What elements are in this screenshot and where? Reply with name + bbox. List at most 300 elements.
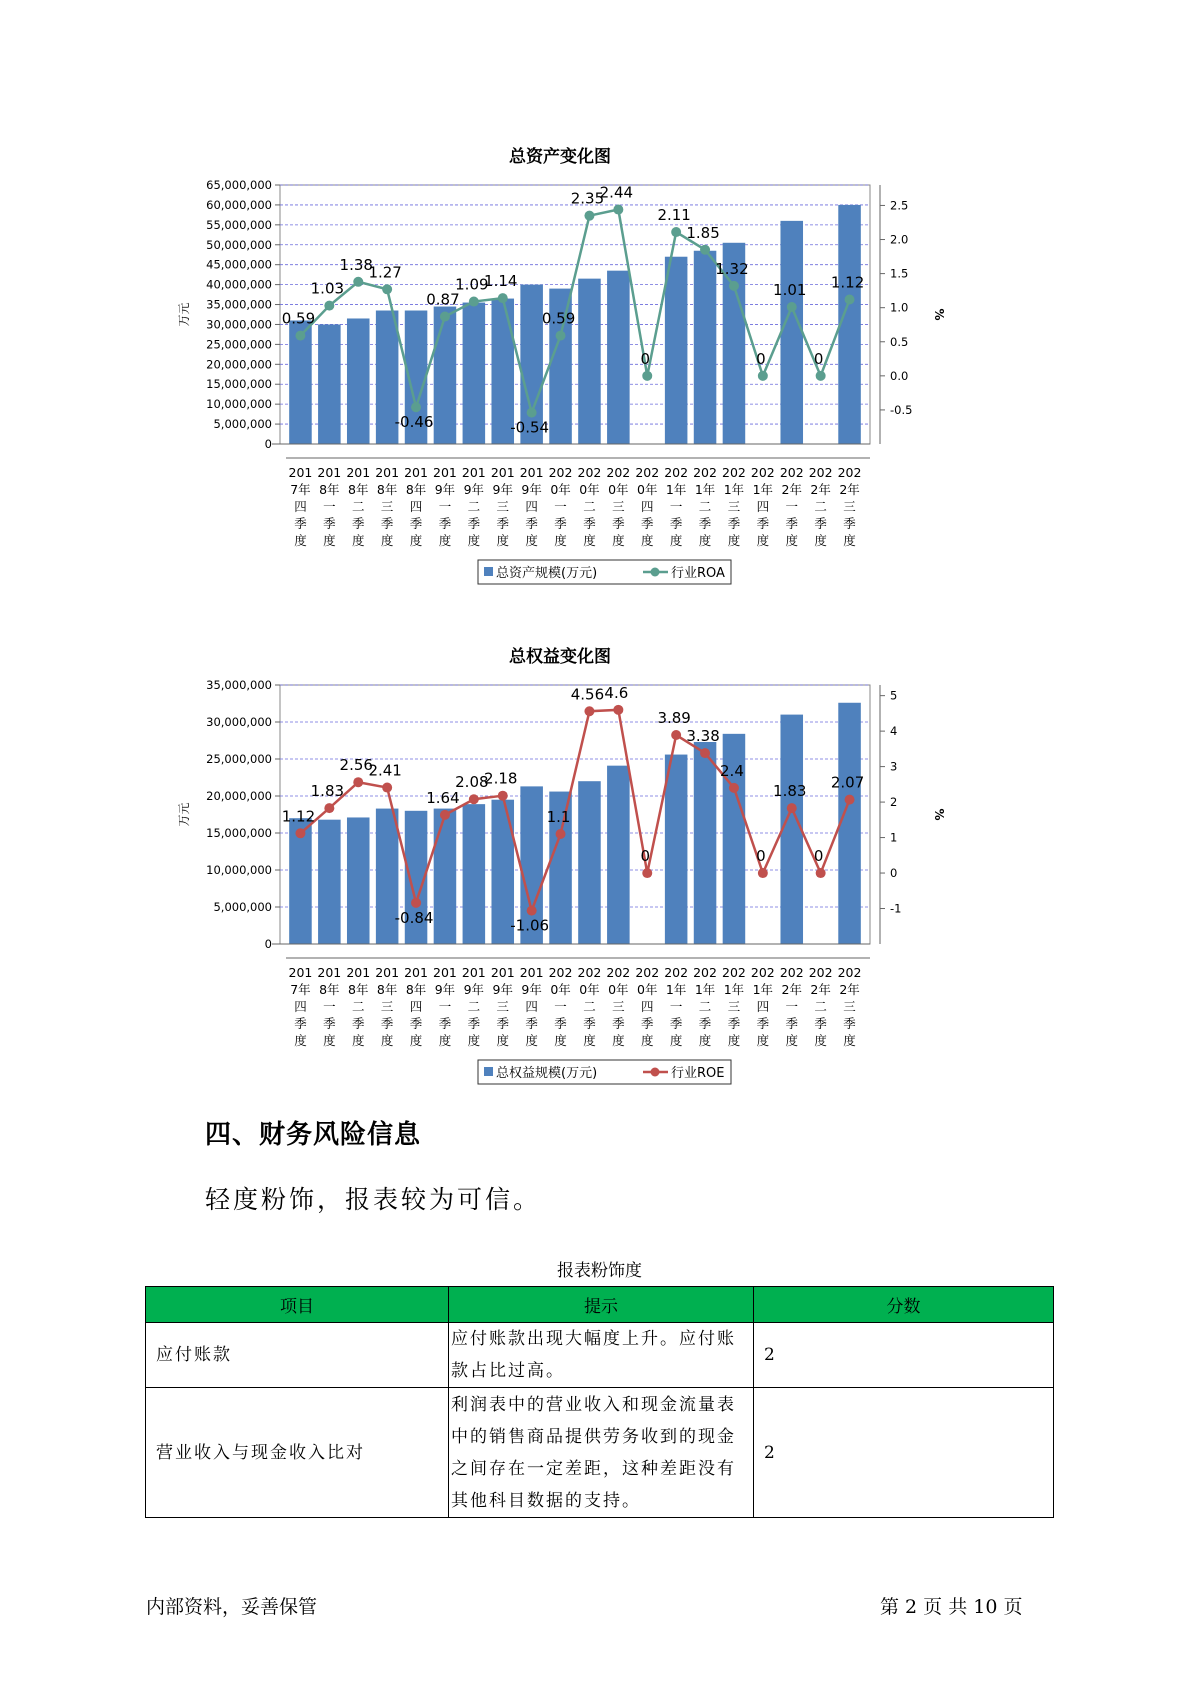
bar	[665, 755, 688, 944]
x-tick-label: 度	[323, 533, 336, 548]
y2-tick-label: 2.5	[890, 198, 909, 213]
data-label: 2.56	[339, 756, 373, 775]
data-label: 0	[813, 349, 824, 368]
x-tick-label: 季	[640, 516, 654, 531]
x-tick-label: 一	[438, 999, 452, 1014]
x-tick-label: 1年	[665, 482, 687, 497]
x-tick-label: 度	[785, 1033, 799, 1048]
x-tick-label: 一	[323, 999, 336, 1014]
x-tick-label: 度	[294, 1033, 307, 1048]
x-tick-label: 度	[583, 1033, 596, 1048]
data-label: 1.1	[546, 808, 571, 827]
line-point	[411, 402, 421, 412]
x-tick-label: 202	[606, 965, 631, 980]
x-tick-label: 季	[785, 516, 799, 531]
x-tick-label: 季	[467, 516, 481, 531]
y-tick-label: 60,000,000	[206, 197, 272, 212]
x-tick-label: 202	[664, 465, 689, 480]
y-tick-label: 10,000,000	[206, 397, 272, 412]
x-tick-label: 季	[409, 1016, 423, 1031]
equity-chart-svg	[160, 680, 960, 1120]
x-tick-label: 二	[814, 999, 827, 1014]
x-tick-label: 1年	[665, 982, 687, 997]
line-point	[642, 868, 652, 878]
x-tick-label: 季	[438, 1016, 452, 1031]
x-tick-label: 1年	[723, 982, 745, 997]
x-tick-label: 202	[779, 465, 804, 480]
x-tick-label: 季	[727, 1016, 741, 1031]
x-tick-label: 度	[409, 1033, 423, 1048]
x-tick-label: 二	[467, 499, 481, 514]
line-point	[440, 810, 450, 820]
x-tick-label: 0年	[550, 982, 571, 997]
y-tick-label: 15,000,000	[206, 377, 272, 392]
x-tick-label: 季	[294, 516, 307, 531]
x-tick-label: 1年	[694, 982, 716, 997]
x-tick-label: 9年	[492, 482, 513, 497]
x-tick-label: 季	[698, 516, 712, 531]
x-tick-label: 度	[554, 1033, 567, 1048]
left-axis-title: 万元	[177, 302, 191, 327]
x-tick-label: 季	[554, 1016, 567, 1031]
line-point	[324, 803, 334, 813]
bar	[694, 251, 717, 444]
y-tick-label: 50,000,000	[206, 237, 272, 252]
legend-bar-label: 总权益规模(万元)	[496, 1066, 598, 1081]
line-point	[295, 331, 305, 341]
line-point	[353, 777, 363, 787]
section-text: 轻度粉饰，报表较为可信。	[205, 1185, 542, 1214]
x-tick-label: 四	[640, 499, 654, 514]
x-tick-label: 202	[779, 965, 804, 980]
x-tick-label: 季	[294, 1016, 307, 1031]
line-point	[440, 312, 450, 322]
x-tick-label: 季	[323, 1016, 336, 1031]
x-tick-label: 201	[375, 965, 400, 980]
line-point	[469, 297, 479, 307]
x-tick-label: 度	[612, 533, 625, 548]
x-tick-label: 202	[750, 465, 775, 480]
x-tick-label: 度	[380, 533, 394, 548]
data-label: 1.32	[715, 259, 749, 278]
x-tick-label: 202	[808, 965, 833, 980]
y2-tick-label: 5	[890, 688, 898, 703]
x-tick-label: 度	[640, 1033, 654, 1048]
y2-tick-label: -0.5	[890, 402, 913, 417]
x-tick-label: 季	[554, 516, 567, 531]
line-point	[527, 906, 537, 916]
line-point	[642, 371, 652, 381]
x-tick-label: 202	[837, 965, 862, 980]
x-tick-label: 201	[346, 465, 371, 480]
x-tick-label: 1年	[723, 482, 745, 497]
data-label: 0	[756, 847, 766, 866]
x-tick-label: 度	[640, 533, 654, 548]
line-point	[324, 301, 334, 311]
line-point	[613, 705, 623, 715]
risk-table	[145, 1286, 1054, 1518]
data-label: -0.46	[394, 413, 434, 432]
x-tick-label: 8年	[319, 482, 340, 497]
y2-tick-label: 2.0	[890, 232, 909, 247]
x-tick-label: 202	[837, 465, 862, 480]
x-tick-label: 201	[404, 465, 428, 480]
x-tick-label: 201	[433, 465, 457, 480]
x-tick-label: 四	[294, 999, 307, 1014]
y2-tick-label: 0	[890, 866, 898, 881]
x-tick-label: 季	[583, 1016, 596, 1031]
x-tick-label: 2年	[781, 982, 802, 997]
data-label: 2.18	[484, 769, 518, 788]
x-tick-label: 一	[785, 999, 799, 1014]
data-label: 1.83	[310, 782, 345, 801]
data-label: 1.03	[310, 279, 345, 298]
x-tick-label: 季	[785, 1016, 799, 1031]
x-tick-label: 0年	[608, 982, 629, 997]
x-tick-label: 201	[490, 965, 515, 980]
x-tick-label: 201	[519, 965, 544, 980]
x-tick-label: 2年	[810, 982, 831, 997]
data-label: 4.56	[570, 685, 605, 704]
x-tick-label: 9年	[521, 982, 542, 997]
x-tick-label: 季	[380, 1016, 394, 1031]
line-point	[700, 748, 710, 758]
x-tick-label: 度	[698, 533, 712, 548]
data-label: 1.38	[339, 255, 373, 274]
x-tick-label: 二	[698, 499, 712, 514]
x-tick-label: 四	[525, 999, 538, 1014]
line-point	[498, 791, 508, 801]
x-tick-label: 2年	[839, 482, 860, 497]
x-tick-label: 季	[380, 516, 394, 531]
header-hint: 提示	[449, 1287, 754, 1323]
x-tick-label: 度	[612, 1033, 625, 1048]
bar	[347, 318, 370, 444]
x-tick-label: 季	[409, 516, 423, 531]
x-tick-label: 9年	[463, 982, 485, 997]
y-tick-label: 20,000,000	[206, 789, 272, 803]
x-tick-label: 度	[294, 533, 307, 548]
data-label: 2.35	[570, 189, 605, 208]
x-tick-label: 202	[577, 465, 602, 480]
y-tick-label: 35,000,000	[206, 297, 272, 312]
x-tick-label: 202	[548, 965, 573, 980]
x-tick-label: 202	[664, 965, 689, 980]
bar	[434, 809, 457, 944]
row-hint: 应付账款出现大幅度上升。应付账款占比过高。	[449, 1323, 754, 1388]
x-tick-label: 201	[433, 965, 457, 980]
line-point	[816, 868, 826, 878]
x-tick-label: 2年	[781, 482, 802, 497]
bar	[694, 742, 717, 944]
table-row	[146, 1388, 1054, 1518]
x-tick-label: 度	[669, 533, 683, 548]
x-tick-label: 度	[785, 533, 799, 548]
x-tick-label: 度	[351, 1033, 365, 1048]
x-tick-label: 0年	[608, 482, 629, 497]
legend-bar-swatch	[484, 1067, 493, 1076]
x-tick-label: 201	[317, 965, 342, 980]
x-tick-label: 8年	[348, 482, 369, 497]
line-point	[353, 277, 363, 287]
line-point	[498, 293, 508, 303]
x-tick-label: 度	[525, 533, 538, 548]
x-tick-label: 202	[577, 965, 602, 980]
line-point	[845, 295, 855, 305]
x-tick-label: 202	[722, 465, 746, 480]
x-tick-label: 季	[525, 1016, 538, 1031]
data-label: 1.85	[686, 223, 720, 242]
line-point	[382, 284, 392, 294]
data-label: 0	[640, 847, 651, 866]
line-point	[556, 829, 566, 839]
data-label: 0.59	[541, 309, 576, 328]
line-point	[816, 371, 826, 381]
x-tick-label: 202	[548, 465, 573, 480]
x-tick-label: 四	[409, 999, 423, 1014]
x-tick-label: 度	[467, 533, 481, 548]
equity-chart-title: 总权益变化图	[509, 647, 611, 667]
x-tick-label: 度	[409, 533, 423, 548]
table-row	[146, 1323, 1054, 1388]
x-tick-label: 度	[351, 533, 365, 548]
x-tick-label: 季	[756, 516, 770, 531]
x-tick-label: 季	[814, 516, 827, 531]
x-tick-label: 季	[698, 1016, 712, 1031]
line-point	[700, 245, 710, 255]
x-tick-label: 1年	[752, 482, 774, 497]
bar	[347, 817, 370, 944]
x-tick-label: 季	[583, 516, 596, 531]
x-tick-label: 季	[612, 1016, 625, 1031]
left-axis-title: 万元	[177, 802, 191, 827]
x-tick-label: 度	[467, 1033, 481, 1048]
x-tick-label: 度	[323, 1033, 336, 1048]
line-point	[584, 211, 594, 221]
x-tick-label: 8年	[405, 982, 427, 997]
x-tick-label: 二	[698, 999, 712, 1014]
data-label: -0.54	[510, 418, 550, 437]
line-point	[787, 302, 797, 312]
x-tick-label: 9年	[463, 482, 485, 497]
table-header-row	[146, 1287, 1054, 1323]
x-tick-label: 7年	[290, 482, 311, 497]
x-tick-label: 季	[640, 1016, 654, 1031]
y2-tick-label: 0.5	[890, 334, 909, 349]
line-point	[556, 331, 566, 341]
x-tick-label: 度	[438, 1033, 452, 1048]
y-tick-label: 5,000,000	[213, 417, 272, 432]
legend-line-point	[651, 568, 660, 577]
x-tick-label: 季	[669, 1016, 683, 1031]
bar	[318, 324, 341, 444]
y2-tick-label: -1	[890, 901, 902, 916]
x-tick-label: 季	[496, 516, 510, 531]
line-point	[527, 408, 537, 418]
y2-tick-label: 4	[890, 724, 898, 739]
header-item: 项目	[146, 1287, 449, 1323]
x-tick-label: 二	[583, 999, 596, 1014]
row-item: 营业收入与现金收入比对	[146, 1388, 449, 1518]
y-tick-label: 65,000,000	[206, 180, 272, 192]
legend-line-label: 行业ROA	[671, 566, 725, 581]
line-point	[787, 803, 797, 813]
y-tick-label: 30,000,000	[206, 715, 272, 729]
line-point	[729, 281, 739, 291]
x-tick-label: 度	[496, 1033, 510, 1048]
y-tick-label: 0	[264, 937, 272, 951]
y2-tick-label: 0.0	[890, 368, 909, 383]
row-score: 2	[754, 1323, 1054, 1388]
y2-tick-label: 2	[890, 795, 898, 810]
x-tick-label: 度	[756, 1033, 770, 1048]
line-point	[295, 828, 305, 838]
line-point	[382, 783, 392, 793]
x-tick-label: 0年	[637, 482, 658, 497]
x-tick-label: 三	[727, 999, 741, 1014]
x-tick-label: 202	[635, 465, 660, 480]
table-caption: 报表粉饰度	[557, 1261, 642, 1281]
x-tick-label: 8年	[376, 982, 398, 997]
row-item: 应付账款	[146, 1323, 449, 1388]
line-point	[411, 898, 421, 908]
bar	[607, 271, 630, 444]
x-tick-label: 季	[843, 1016, 856, 1031]
x-tick-label: 四	[640, 999, 654, 1014]
x-tick-label: 度	[496, 533, 510, 548]
x-tick-label: 一	[669, 999, 683, 1014]
line-point	[758, 371, 768, 381]
line-point	[469, 794, 479, 804]
x-tick-label: 度	[814, 1033, 827, 1048]
x-tick-label: 7年	[290, 982, 311, 997]
line-point	[613, 205, 623, 215]
x-tick-label: 二	[351, 999, 365, 1014]
y-tick-label: 55,000,000	[206, 217, 272, 232]
y-tick-label: 35,000,000	[206, 680, 272, 692]
x-tick-label: 201	[375, 465, 400, 480]
legend-bar-swatch	[484, 567, 493, 576]
x-tick-label: 201	[519, 465, 544, 480]
x-tick-label: 季	[814, 1016, 827, 1031]
data-label: 0.87	[426, 290, 460, 309]
y-tick-label: 15,000,000	[206, 826, 272, 840]
x-tick-label: 四	[525, 499, 538, 514]
x-tick-label: 度	[525, 1033, 538, 1048]
bar	[607, 766, 630, 944]
x-tick-label: 9年	[434, 482, 456, 497]
y-tick-label: 25,000,000	[206, 752, 272, 766]
x-tick-label: 度	[669, 1033, 683, 1048]
y-tick-label: 25,000,000	[206, 337, 272, 352]
x-tick-label: 0年	[550, 482, 571, 497]
x-tick-label: 202	[808, 465, 833, 480]
x-tick-label: 度	[583, 533, 596, 548]
x-tick-label: 季	[525, 516, 538, 531]
x-tick-label: 度	[698, 1033, 712, 1048]
x-tick-label: 四	[756, 999, 770, 1014]
y2-tick-label: 1.5	[890, 266, 909, 281]
data-label: 2.4	[720, 761, 744, 780]
x-tick-label: 三	[612, 999, 625, 1014]
footer-page-number: 第 2 页 共 10 页	[880, 1596, 1023, 1618]
right-axis-title: %	[932, 308, 946, 321]
x-tick-label: 四	[756, 499, 770, 514]
data-label: 1.64	[426, 788, 460, 807]
x-tick-label: 201	[288, 465, 313, 480]
x-tick-label: 季	[727, 516, 741, 531]
bar	[838, 703, 861, 944]
data-label: 1.09	[455, 275, 489, 294]
x-tick-label: 度	[814, 533, 827, 548]
line-point	[671, 227, 681, 237]
x-tick-label: 1年	[694, 482, 716, 497]
y-tick-label: 0	[264, 437, 272, 451]
data-label: 1.27	[368, 263, 402, 282]
x-tick-label: 0年	[637, 982, 658, 997]
x-tick-label: 二	[467, 999, 481, 1014]
data-label: 2.08	[455, 773, 489, 792]
asset-chart-title: 总资产变化图	[509, 147, 611, 167]
x-tick-label: 三	[843, 499, 856, 514]
x-tick-label: 四	[409, 499, 423, 514]
data-label: 0	[756, 349, 766, 368]
x-tick-label: 度	[843, 1033, 856, 1048]
x-tick-label: 0年	[579, 482, 600, 497]
x-tick-label: 二	[351, 499, 365, 514]
x-tick-label: 8年	[376, 482, 398, 497]
y2-tick-label: 1	[890, 830, 898, 845]
x-tick-label: 度	[727, 533, 741, 548]
x-tick-label: 8年	[348, 982, 369, 997]
x-tick-label: 201	[317, 465, 342, 480]
equity-chart	[160, 640, 960, 1090]
x-tick-label: 201	[490, 465, 515, 480]
x-tick-label: 三	[727, 499, 741, 514]
x-tick-label: 季	[669, 516, 683, 531]
legend-bar-label: 总资产规模(万元)	[496, 566, 598, 581]
x-tick-label: 一	[785, 499, 799, 514]
x-tick-label: 201	[461, 465, 486, 480]
x-tick-label: 三	[496, 499, 510, 514]
x-tick-label: 2年	[839, 982, 860, 997]
x-tick-label: 202	[750, 965, 775, 980]
x-tick-label: 1年	[752, 982, 774, 997]
y-tick-label: 5,000,000	[213, 900, 272, 914]
x-tick-label: 二	[814, 499, 827, 514]
data-label: 0	[813, 847, 824, 866]
bar	[318, 820, 341, 944]
x-tick-label: 三	[612, 499, 625, 514]
data-label: 1.14	[484, 272, 518, 291]
x-tick-label: 度	[380, 1033, 394, 1048]
bar	[578, 781, 601, 944]
y2-tick-label: 3	[890, 759, 898, 774]
data-label: 0.59	[281, 309, 316, 328]
y2-tick-label: 1.0	[890, 300, 909, 315]
data-label: 1.01	[773, 281, 807, 300]
x-tick-label: 度	[438, 533, 452, 548]
bar	[665, 257, 688, 444]
x-tick-label: 202	[693, 965, 717, 980]
data-label: 2.41	[368, 761, 402, 780]
data-label: 1.83	[773, 782, 807, 801]
y-tick-label: 20,000,000	[206, 357, 272, 372]
x-tick-label: 三	[843, 999, 856, 1014]
header-score: 分数	[754, 1287, 1054, 1323]
bar	[463, 804, 486, 944]
legend-line-label: 行业ROE	[671, 1066, 725, 1081]
